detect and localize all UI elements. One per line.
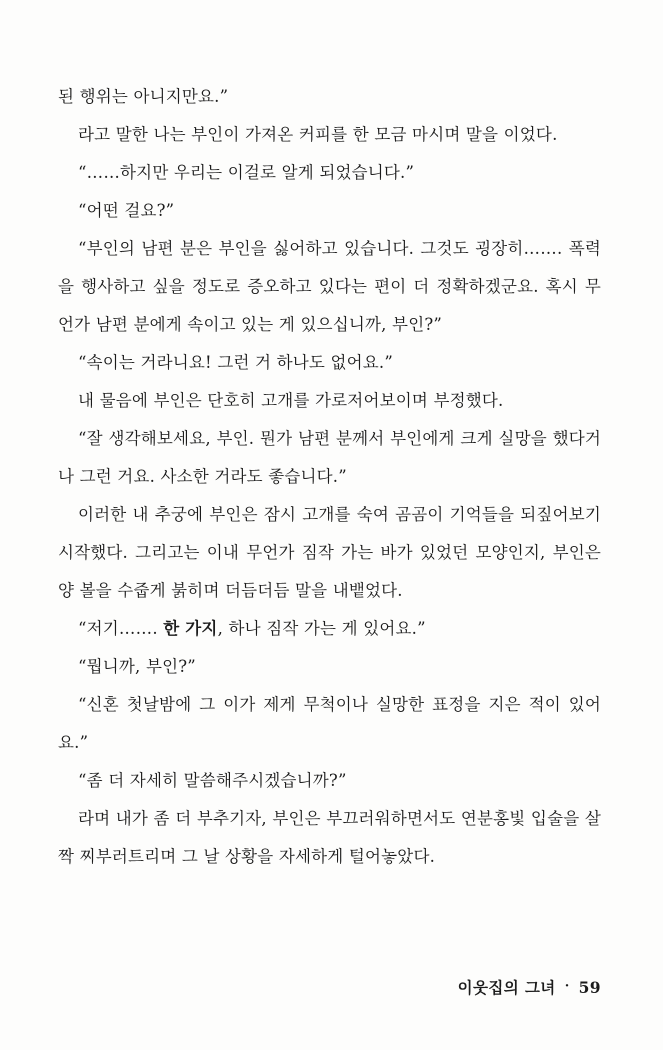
paragraph: “신혼 첫날밤에 그 이가 제게 무척이나 실망한 표정을 지은 적이 있어요.” bbox=[58, 695, 601, 752]
paragraph: “……하지만 우리는 이걸로 알게 되었습니다.” bbox=[78, 163, 415, 182]
paragraph: “어떤 걸요?” bbox=[78, 201, 175, 220]
paragraph: “부인의 남편 분은 부인을 싫어하고 있습니다. 그것도 굉장히……. 폭력을 행사하고 싶을 정도로 증오하고 있다는 편이 더 정확하겠군요. 혹시 무언가 남편 분에게 속이고 있는 게 있으십니까, 부인?” bbox=[58, 239, 601, 334]
paragraph: 내 물음에 부인은 단호히 고개를 가로저어보이며 부정했다. bbox=[78, 391, 504, 410]
paragraph: 된 행위는 아니지만요.” bbox=[58, 87, 229, 106]
paragraph: “속이는 거라니요! 그런 거 하나도 없어요.” bbox=[78, 353, 393, 372]
paragraph: “잘 생각해보세요, 부인. 뭔가 남편 분께서 부인에게 크게 실망을 했다거나 그런 거요. 사소한 거라도 좋습니다.” bbox=[58, 429, 601, 486]
emphasis-text: 한 가지 bbox=[163, 619, 218, 638]
paragraph: 이러한 내 추궁에 부인은 잠시 고개를 숙여 곰곰이 기억들을 되짚어보기 시작했다. 그리고는 이내 무언가 짐작 가는 바가 있었던 모양인지, 부인은 양 볼을 수줍게 붉히며 더듬더듬 말을 내뱉었다. bbox=[58, 505, 601, 600]
paragraph-text-before: “저기……. bbox=[78, 619, 164, 638]
paragraph: “뭡니까, 부인?” bbox=[78, 657, 196, 676]
book-title-running-head: 이웃집의 그녀 bbox=[457, 978, 556, 997]
page-number: 59 bbox=[578, 977, 601, 997]
footer-separator: · bbox=[564, 978, 570, 994]
page-footer bbox=[458, 976, 601, 998]
paragraph: “좀 더 자세히 말씀해주시겠습니까?” bbox=[78, 771, 347, 790]
paragraph-text-after: , 하나 짐작 가는 게 있어요.” bbox=[217, 619, 426, 638]
paragraph-with-emphasis bbox=[58, 610, 601, 648]
page-body bbox=[58, 78, 601, 876]
paragraph: 라고 말한 나는 부인이 가져온 커피를 한 모금 마시며 말을 이었다. bbox=[78, 125, 558, 144]
paragraph: 라며 내가 좀 더 부추기자, 부인은 부끄러워하면서도 연분홍빛 입술을 살짝 찌부러트리며 그 날 상황을 자세하게 털어놓았다. bbox=[58, 809, 601, 866]
